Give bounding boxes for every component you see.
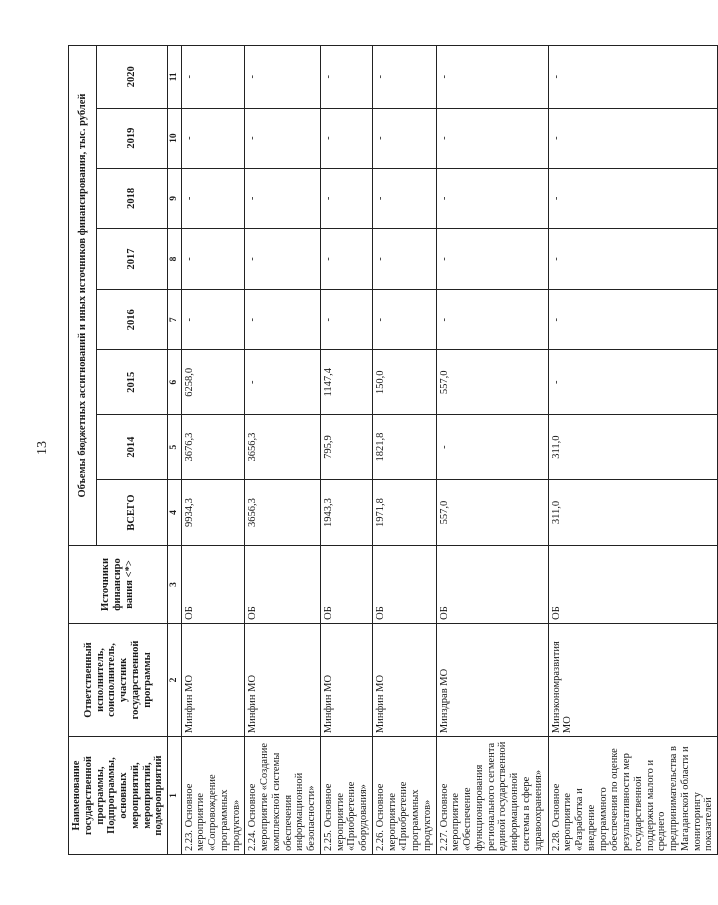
amount-cell: - — [245, 168, 321, 228]
col-number: 9 — [168, 168, 182, 228]
header-total: ВСЕГО — [96, 480, 167, 546]
amount-cell: - — [181, 168, 245, 228]
activity-name-cell: 2.25. Основное мероприятие «Приобретение оборудования» — [320, 737, 372, 855]
amount-cell: - — [181, 46, 245, 109]
col-number: 11 — [168, 46, 182, 109]
source-cell: ОБ — [548, 546, 718, 624]
table-row — [181, 46, 245, 855]
amount-cell: 3656,3 — [245, 480, 321, 546]
header-financing-group: Объемы бюджетных ассигнований и иных источников финансирования, тыс. рублей — [69, 46, 97, 546]
amount-cell: - — [320, 168, 372, 228]
executor-cell: Минфин МО — [372, 623, 436, 736]
amount-cell: 1821,8 — [372, 415, 436, 480]
amount-cell: 1147,4 — [320, 350, 372, 415]
source-cell: ОБ — [372, 546, 436, 624]
header-year-2019: 2019 — [96, 108, 167, 168]
amount-cell: - — [548, 168, 718, 228]
col-number: 6 — [168, 350, 182, 415]
amount-cell: - — [436, 290, 548, 350]
column-number-row — [168, 46, 182, 855]
amount-cell: 557,0 — [436, 480, 548, 546]
col-number: 5 — [168, 415, 182, 480]
activity-name-cell: 2.24. Основное мероприятие «Создание комплексной системы обеспечения информационной безопасности» — [245, 737, 321, 855]
amount-cell: - — [245, 46, 321, 109]
amount-cell: 150,0 — [372, 350, 436, 415]
amount-cell: - — [245, 228, 321, 289]
col-number: 7 — [168, 290, 182, 350]
amount-cell: - — [372, 228, 436, 289]
amount-cell: - — [320, 108, 372, 168]
executor-cell: Минфин МО — [320, 623, 372, 736]
amount-cell: - — [436, 228, 548, 289]
amount-cell: - — [548, 290, 718, 350]
page-number: 13 — [35, 441, 50, 455]
amount-cell: 3676,3 — [181, 415, 245, 480]
amount-cell: - — [245, 350, 321, 415]
activity-name-cell: 2.23. Основное мероприятие «Сопровождение программных продуктов» — [181, 737, 245, 855]
header-executor: Ответственный исполнитель, соисполнитель, участник государственной программы — [69, 623, 168, 736]
col-number: 8 — [168, 228, 182, 289]
activity-name-cell: 2.27. Основное мероприятие «Обеспечение функционирования регионального сегмента единой государственной информационной системы в сфере здравоохранения» — [436, 737, 548, 855]
source-cell: ОБ — [245, 546, 321, 624]
table-row — [436, 46, 548, 855]
amount-cell: - — [372, 290, 436, 350]
amount-cell: - — [436, 415, 548, 480]
amount-cell: - — [320, 46, 372, 109]
amount-cell: - — [372, 168, 436, 228]
header-year-2016: 2016 — [96, 290, 167, 350]
amount-cell: - — [548, 108, 718, 168]
table-row — [245, 46, 321, 855]
amount-cell: - — [548, 46, 718, 109]
source-cell: ОБ — [181, 546, 245, 624]
header-name: Наименование государственной программы, Подпрограммы, основных мероприятий, мероприятий, подмероприятий — [69, 737, 168, 855]
amount-cell: - — [436, 46, 548, 109]
header-year-2015: 2015 — [96, 350, 167, 415]
amount-cell: - — [181, 228, 245, 289]
header-source: Источники финансиро вания <*> — [69, 546, 168, 624]
table-row — [548, 46, 718, 855]
amount-cell: 1943,3 — [320, 480, 372, 546]
amount-cell: - — [181, 108, 245, 168]
col-number: 4 — [168, 480, 182, 546]
activity-name-cell: 2.28. Основное мероприятие «Разработка и внедрение программного обеспечения по оценке результативности мер государственной поддержки малого и среднего предпринимательства в Магаданской области и мониторингу показателей — [548, 737, 718, 855]
amount-cell: - — [245, 290, 321, 350]
amount-cell: - — [548, 228, 718, 289]
executor-cell: Минэкономразвития МО — [548, 623, 718, 736]
table-row — [372, 46, 436, 855]
amount-cell: - — [548, 350, 718, 415]
amount-cell: 557,0 — [436, 350, 548, 415]
header-year-2014: 2014 — [96, 415, 167, 480]
source-cell: ОБ — [436, 546, 548, 624]
executor-cell: Минфин МО — [181, 623, 245, 736]
col-number: 1 — [168, 737, 182, 855]
activity-name-cell: 2.26. Основное мероприятие «Приобретение программных продуктов» — [372, 737, 436, 855]
executor-cell: Минфин МО — [245, 623, 321, 736]
source-cell: ОБ — [320, 546, 372, 624]
financing-table-rotated — [68, 45, 715, 855]
amount-cell: - — [320, 290, 372, 350]
header-year-2020: 2020 — [96, 46, 167, 109]
amount-cell: - — [181, 290, 245, 350]
amount-cell: 6258,0 — [181, 350, 245, 415]
financing-table — [68, 45, 718, 855]
amount-cell: 1971,8 — [372, 480, 436, 546]
amount-cell: 311,0 — [548, 480, 718, 546]
col-number: 3 — [168, 546, 182, 624]
amount-cell: - — [436, 108, 548, 168]
executor-cell: Минздрав МО — [436, 623, 548, 736]
amount-cell: - — [436, 168, 548, 228]
amount-cell: 311,0 — [548, 415, 718, 480]
amount-cell: - — [372, 46, 436, 109]
header-year-2017: 2017 — [96, 228, 167, 289]
amount-cell: - — [372, 108, 436, 168]
amount-cell: 9934,3 — [181, 480, 245, 546]
amount-cell: - — [245, 108, 321, 168]
amount-cell: 3656,3 — [245, 415, 321, 480]
table-row — [320, 46, 372, 855]
amount-cell: - — [320, 228, 372, 289]
header-year-2018: 2018 — [96, 168, 167, 228]
amount-cell: 795,9 — [320, 415, 372, 480]
col-number: 10 — [168, 108, 182, 168]
col-number: 2 — [168, 623, 182, 736]
